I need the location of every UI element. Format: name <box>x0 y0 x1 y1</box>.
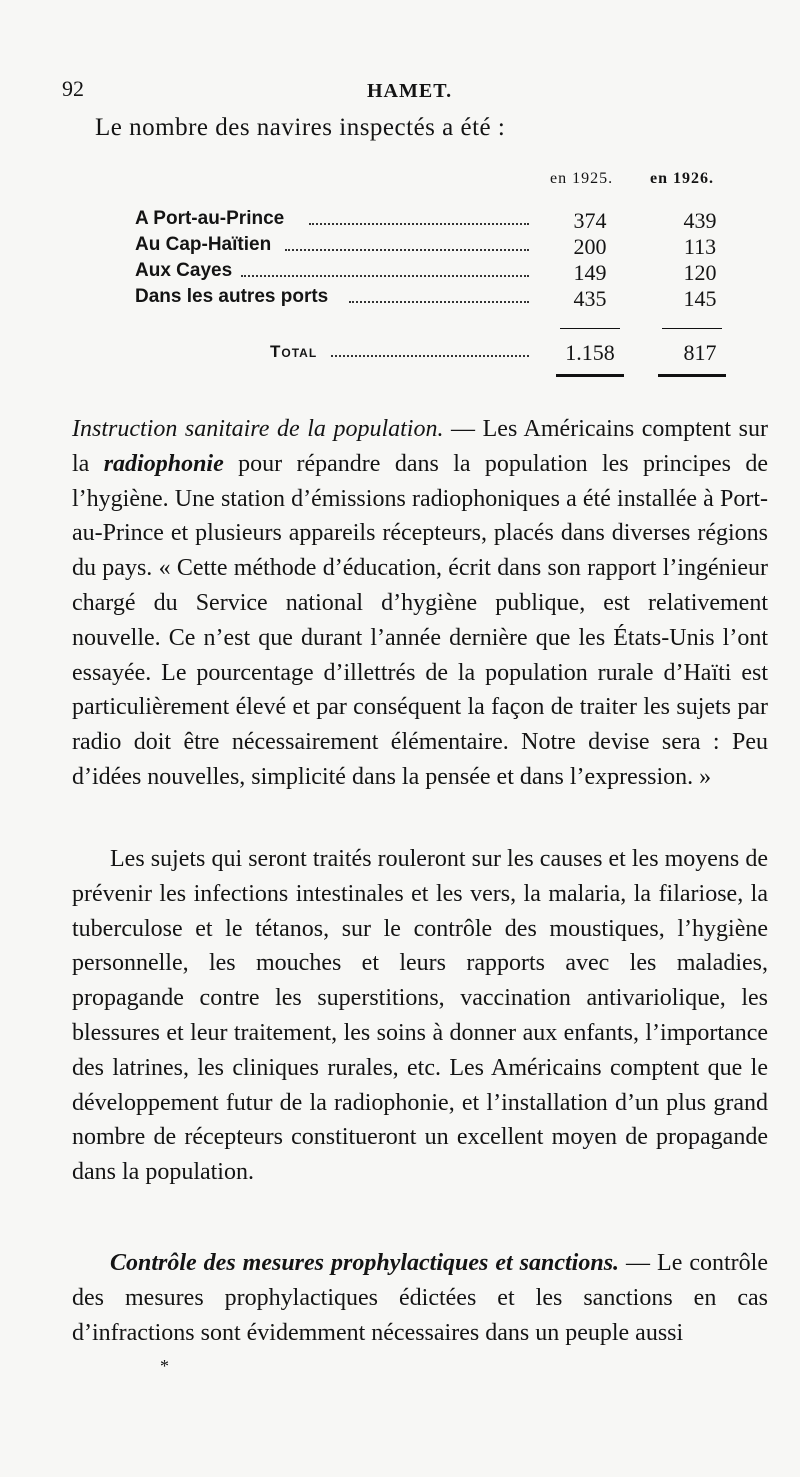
paragraph-text: Le contrôle des mesures prophylactiques édictées et les sanctions en cas d’infractions sont évidemment nécessaires dans un peuple aussi <box>72 1250 768 1346</box>
paragraph-text: pour répandre dans la population les principes de l’hygiène. Une station d’émissions radiophoniques a été installée à Port-au-Prince et plusieurs appareils récepteurs, placés dans diverses régions du pays. « Cette méthode d’éducation, écrit dans son rapport l’ingénieur chargé du Service national d’hygiène publique, est relativement nouvelle. Ce n’est que durant l’année dernière que les États-Unis l’ont essayée. Le pourcentage d’illettrés de la population rurale d’Haïti est particulièrement élevé et par conséquent la façon de traiter les sujets par radio doit être nécessairement élémentaire. Notre devise sera : Peu d’idées nouvelles, simplicité dans la pensée et dans l’expression. » <box>72 450 769 790</box>
value-1925: 435 <box>573 286 607 311</box>
value-1926: 120 <box>683 260 717 285</box>
place-label: Aux Cayes <box>135 260 233 281</box>
total-1925: 1.158 <box>565 340 615 365</box>
value-1925: 200 <box>573 234 607 259</box>
running-title: HAMET. <box>367 80 453 102</box>
running-head <box>62 76 762 106</box>
paragraph-sujets: Les sujets qui seront traités rouleront sur les causes et les moyens de prévenir les infections intestinales et les vers, la malaria, la filariose, la tuberculose et le tétanos, sur le contrôle des moustiques, l’hygiène personnelle, les mouches et leurs rapports avec les maladies, propagande contre les superstitions, vaccination antivariolique, les blessures et leur traitement, les soins à donner aux enfants, l’importance des latrines, les cliniques rurales, etc. Les Américains comptent que le développement futur de la radiophonie, et l’installation d’un plus grand nombre de récepteurs constitueront un excellent moyen de propagande dans la population. <box>72 846 768 1186</box>
title-dash: — <box>619 1250 658 1276</box>
sum-rule-1926 <box>662 328 722 329</box>
section-title: Instruction sanitaire de la population. <box>72 416 444 442</box>
title-dash: — <box>443 416 483 442</box>
dot-leader <box>309 221 529 225</box>
dot-leader <box>349 299 529 303</box>
sum-rule-1925 <box>560 328 620 329</box>
total-1926: 817 <box>683 340 717 365</box>
place-label: Au Cap-Haïtien <box>135 234 272 255</box>
value-1926: 439 <box>683 208 717 233</box>
column-header-1925: en 1925. <box>550 170 614 187</box>
value-1925: 149 <box>573 260 607 285</box>
table-total-row <box>135 340 725 370</box>
table-intro: Le nombre des navires inspectés a été : <box>95 114 506 141</box>
value-1926: 145 <box>683 286 717 311</box>
section-instruction-sanitaire <box>72 412 768 795</box>
total-rule-1925 <box>556 374 624 377</box>
section-controle <box>72 1246 768 1350</box>
page-number: 92 <box>62 76 84 101</box>
section-title: Contrôle des mesures prophylactiques et sanctions. <box>110 1250 620 1276</box>
place-label: A Port-au-Prince <box>135 208 285 229</box>
dot-leader <box>331 353 529 357</box>
column-header-1926: en 1926. <box>650 170 714 187</box>
emphasis-radiophonie: radiophonie <box>103 450 224 477</box>
value-1926: 113 <box>683 234 717 259</box>
total-label: Total <box>270 342 318 361</box>
place-label: Dans les autres ports <box>135 286 329 307</box>
dot-leader <box>285 247 529 251</box>
value-1925: 374 <box>573 208 607 233</box>
table-row <box>135 286 725 316</box>
total-rule-1926 <box>658 374 726 377</box>
dot-leader <box>241 273 529 277</box>
paragraph-text: Les Américains comptent sur la <box>72 416 769 477</box>
footer-mark: * <box>160 1356 169 1376</box>
